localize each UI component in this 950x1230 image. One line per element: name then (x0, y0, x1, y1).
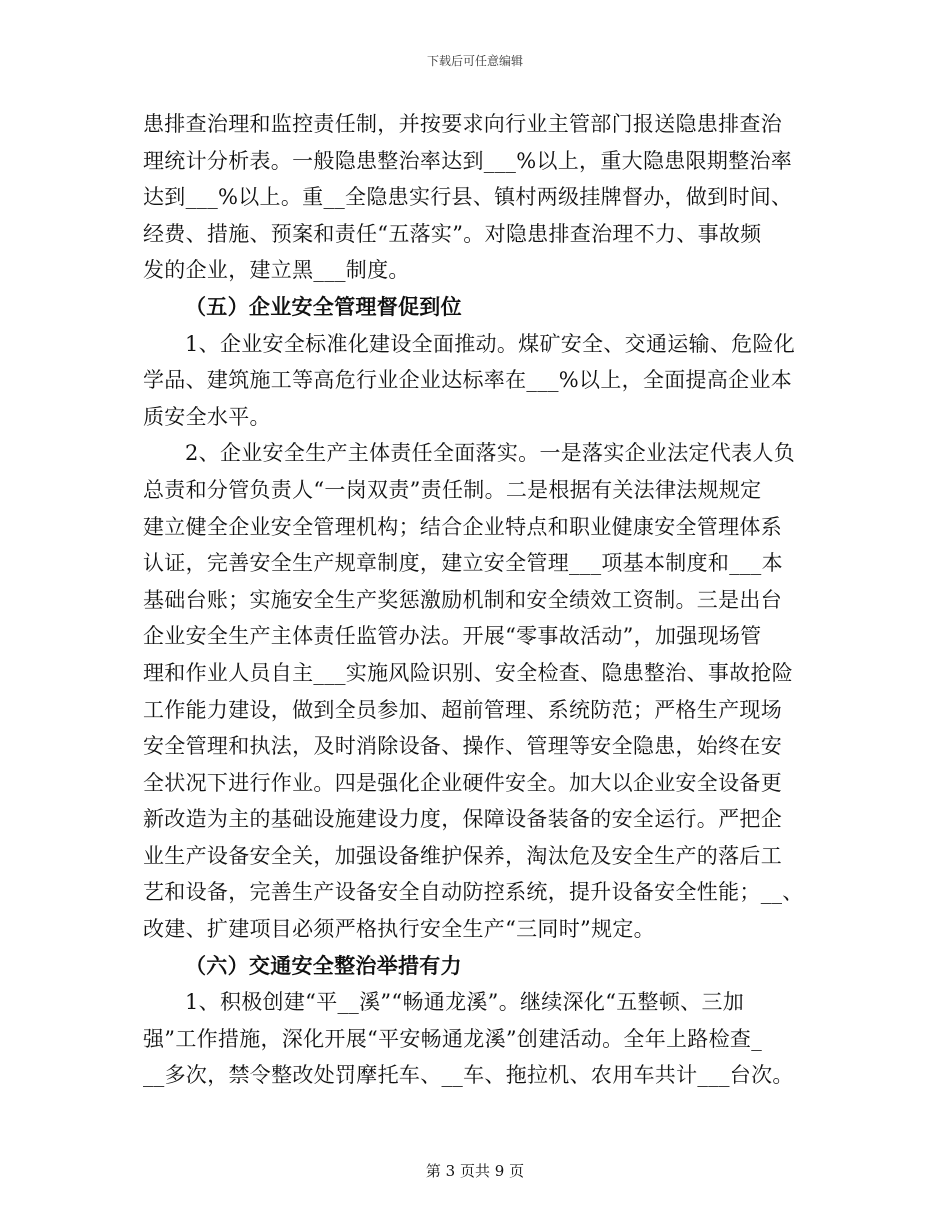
paragraph-line: 理和作业人员自主___实施风险识别、安全检查、隐患整治、事故抢险 (143, 660, 794, 685)
paragraph-line: 建立健全企业安全管理机构；结合企业特点和职业健康安全管理体系 (143, 514, 782, 539)
paragraph-line: 企业安全生产主体责任监管办法。开展“零事故活动”，加强现场管 (143, 624, 762, 649)
paragraph-line: 改建、扩建项目必须严格执行安全生产“三同时”规定。 (143, 917, 655, 942)
paragraph-line: __多次，禁令整改处罚摩托车、__车、拖拉机、农用车共计___台次。 (143, 1063, 794, 1088)
paragraph-line: 认证，完善安全生产规章制度，建立安全管理___项基本制度和___本 (143, 551, 783, 576)
paragraph-line: 安全管理和执法，及时消除设备、操作、管理等安全隐患，始终在安 (143, 734, 782, 759)
paragraph-line: 总责和分管负责人“一岗双责”责任制。二是根据有关法律法规规定 (143, 477, 762, 502)
paragraph-line: 业生产设备安全关，加强设备维护保养，淘汰危及安全生产的落后工 (143, 843, 782, 868)
paragraph-line: 新改造为主的基础设施建设力度，保障设备装备的安全运行。严把企 (143, 807, 782, 832)
paragraph-line: 学品、建筑施工等高危行业企业达标率在___%以上，全面提高企业本 (143, 368, 793, 393)
paragraph-line: 1、企业安全标准化建设全面推动。煤矿安全、交通运输、危险化 (185, 331, 796, 356)
paragraph-line: 经费、措施、预案和责任“五落实”。对隐患排查治理不力、事故频 (143, 221, 762, 246)
section-heading: （六）交通安全整治举措有力 (185, 952, 462, 978)
document-body (143, 106, 808, 1094)
paragraph-line: 质安全水平。 (143, 404, 271, 429)
paragraph-line: 工作能力建设，做到全员参加、超前管理、系统防范；严格生产现场 (143, 697, 782, 722)
paragraph-line: 2、企业安全生产主体责任全面落实。一是落实企业法定代表人负 (185, 441, 796, 466)
section-heading: （五）企业安全管理督促到位 (185, 293, 462, 319)
paragraph-line: 艺和设备，完善生产设备安全自动防控系统，提升设备安全性能；__、 (143, 880, 804, 905)
page-number: 第 3 页共 9 页 (425, 1162, 525, 1180)
paragraph-line: 患排查治理和监控责任制，并按要求向行业主管部门报送隐患排查治 (143, 112, 782, 136)
paragraph-line: 发的企业，建立黑___制度。 (143, 258, 410, 283)
paragraph-line: 达到___%以上。重__全隐患实行县、镇村两级挂牌督办，做到时间、 (143, 185, 793, 210)
paragraph-line: 全状况下进行作业。四是强化企业硬件安全。加大以企业安全设备更 (143, 770, 782, 795)
paragraph-line: 强”工作措施，深化开展“平安畅通龙溪”创建活动。全年上路检查_ (143, 1026, 763, 1051)
paragraph-line: 基础台账；实施安全生产奖惩激励机制和安全绩效工资制。三是出台 (143, 587, 782, 612)
paragraph-line: 1、积极创建“平__溪”“畅通龙溪”。继续深化“五整顿、三加 (185, 990, 745, 1015)
page-header: 下载后可任意编辑 (426, 54, 523, 68)
paragraph-line: 理统计分析表。一般隐患整治率达到___%以上，重大隐患限期整治率 (143, 148, 793, 173)
